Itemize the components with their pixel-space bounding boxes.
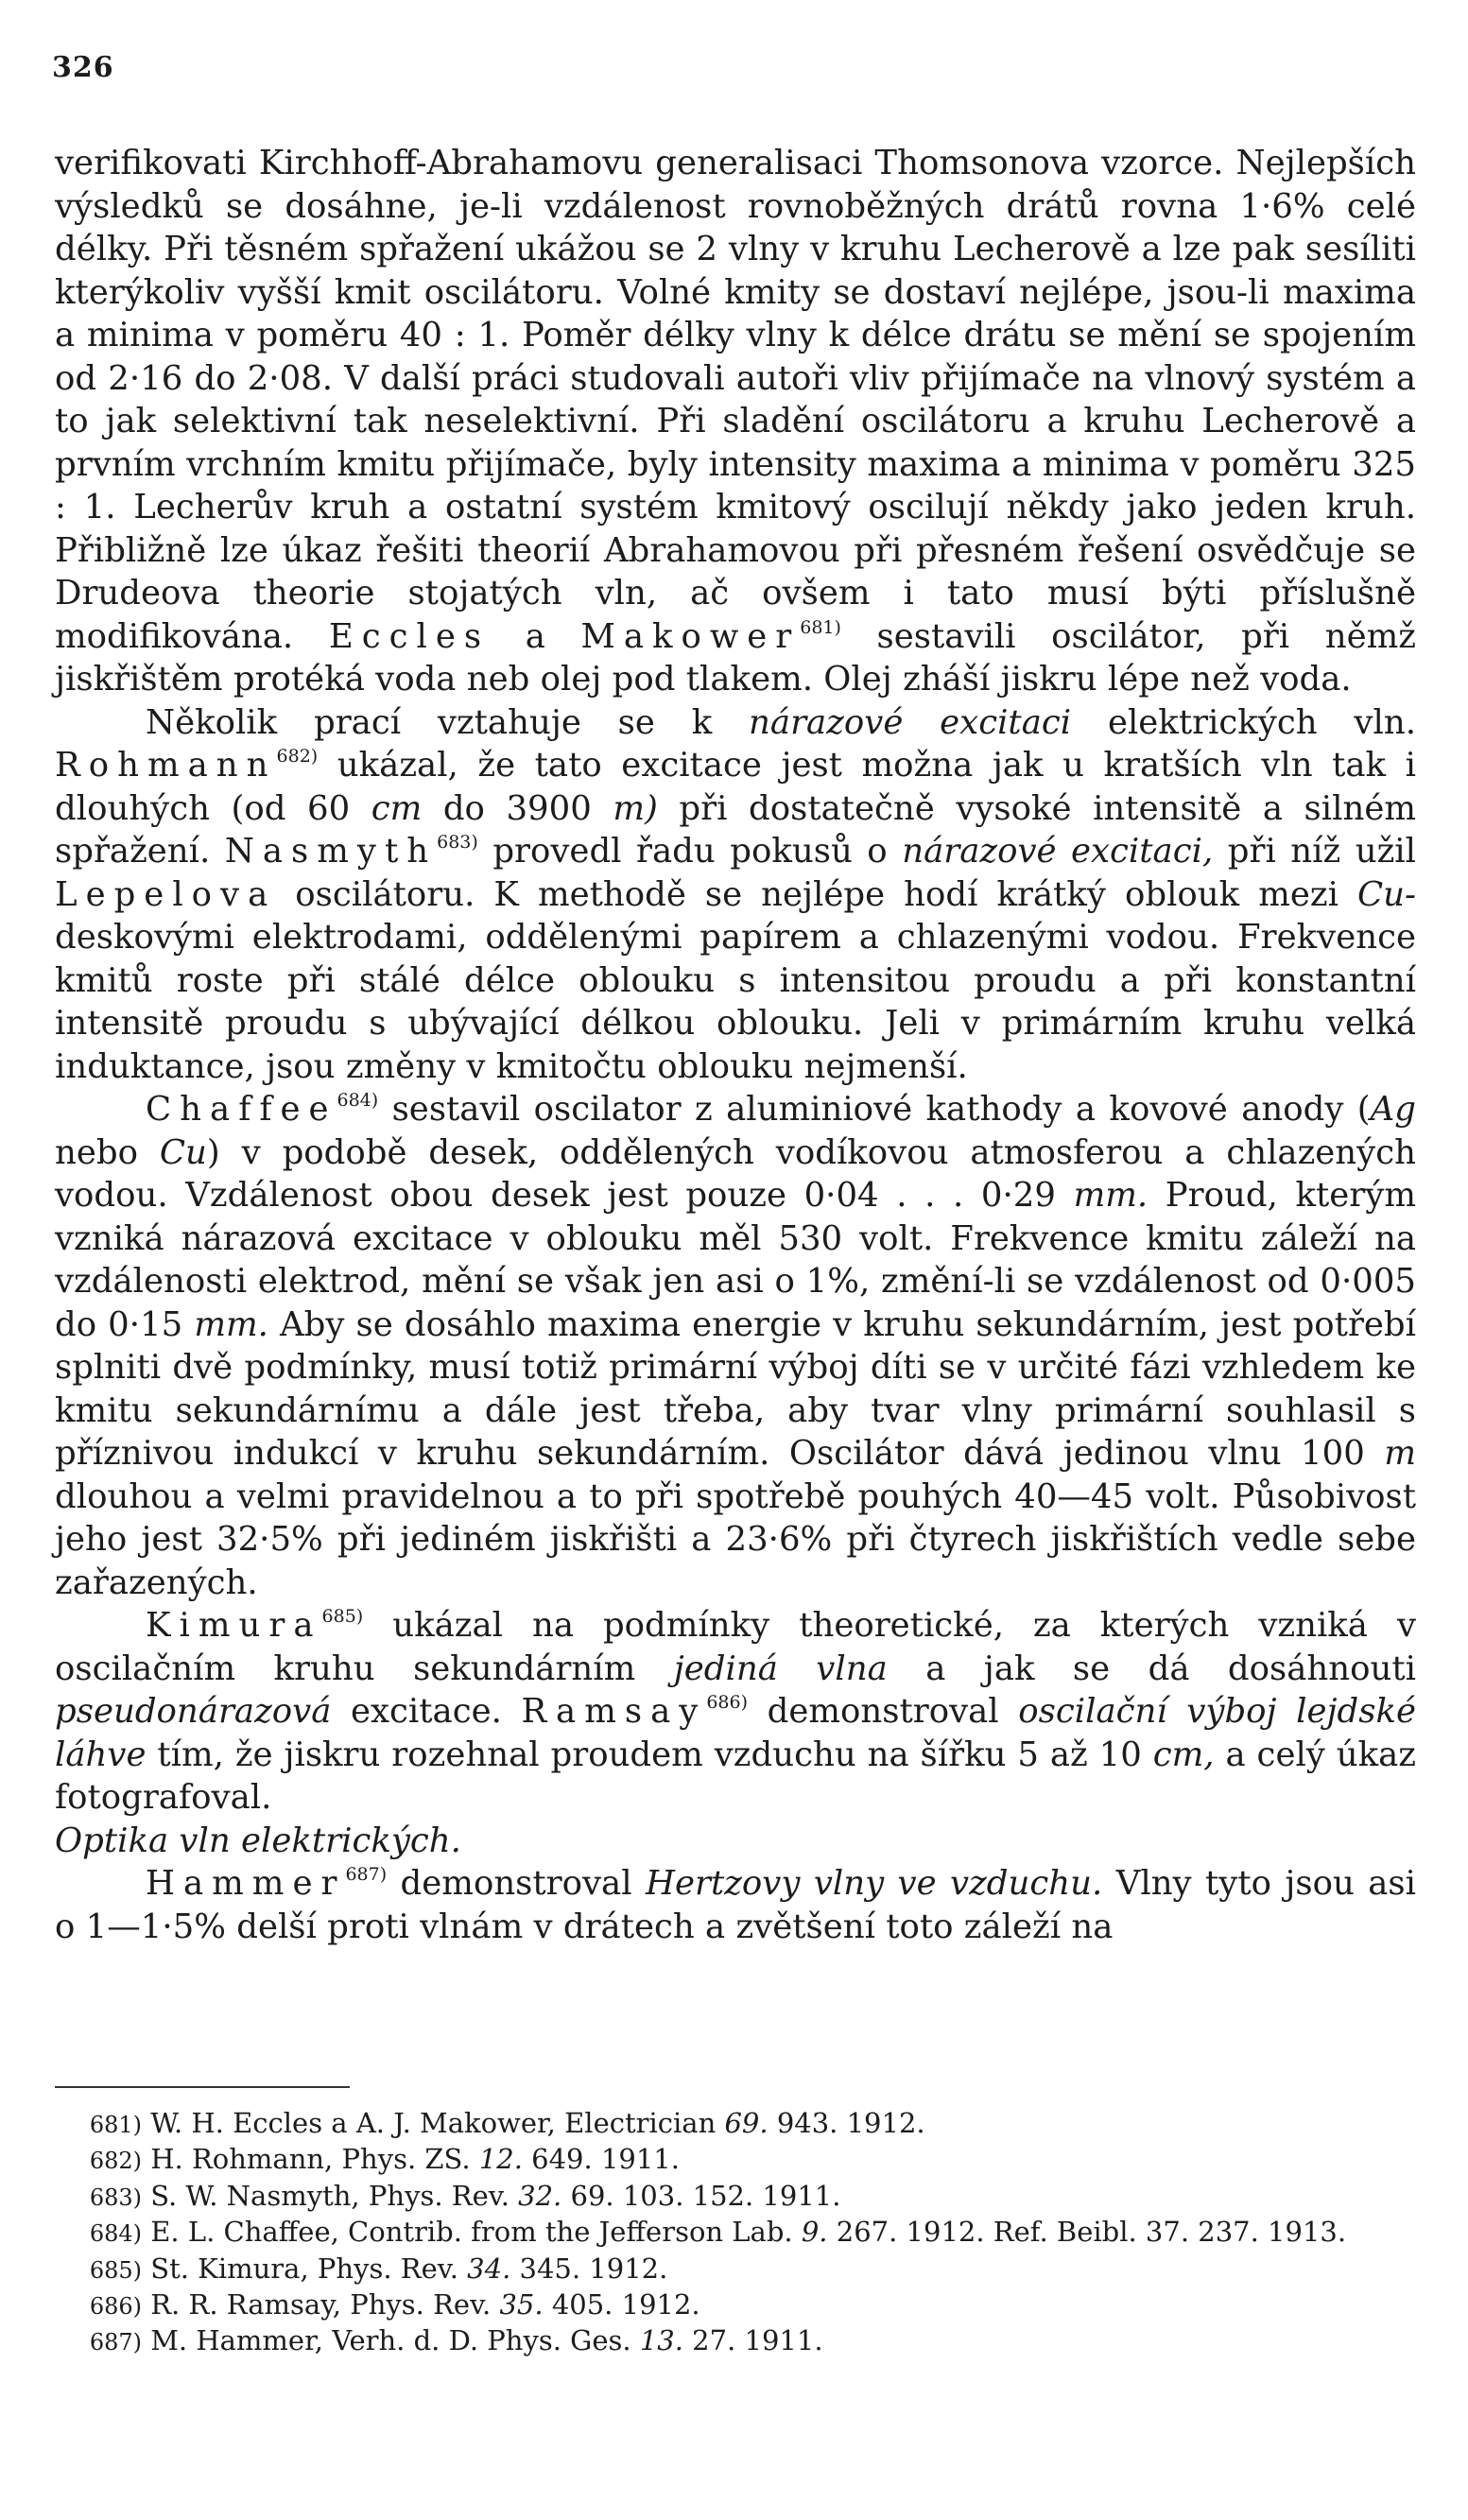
footnote-ref: 687) bbox=[345, 1864, 388, 1885]
footnote-ref: 684) bbox=[337, 1090, 379, 1111]
footnote-item: 681) W. H. Eccles a A. J. Makower, Electrician 69. 943. 1912. bbox=[89, 2107, 925, 2139]
footnote-ref: 683) bbox=[437, 832, 478, 853]
footnote-item: 684) E. L. Chaffee, Contrib. from the Jefferson Lab. 9. 267. 1912. Ref. Beibl. 37. 237. 1913. bbox=[89, 2216, 1347, 2249]
footnote-ref: 685) bbox=[321, 1606, 364, 1627]
footnote-ref: 686) bbox=[706, 1692, 748, 1713]
footnote-ref: 682) bbox=[276, 746, 319, 767]
footnote-item: 683) S. W. Nasmyth, Phys. Rev. 32. 69. 103. 152. 1911. bbox=[89, 2179, 841, 2212]
main-text bbox=[55, 142, 1416, 1948]
page-number: 326 bbox=[52, 51, 114, 84]
paragraph: Kimura$^{685)}$ ukázal na podmínky theoretické, za kterých vzniká v oscilačním kruhu sekundárním jediná vlna a jak se dá dosáhnouti pseudonárazová excitace. Ramsay$^{686)}$ demonstroval oscilační výboj lejdské láhve tím, že jiskru rozehnal proudem vzduchu na šířku 5 až 10 cm, a celý úkaz fotografoval. bbox=[55, 1606, 1417, 1817]
footnote-ref: 681) bbox=[800, 616, 841, 638]
section-heading: Optika vln elektrických. bbox=[55, 1821, 461, 1860]
paragraph: Chaffee$^{684)}$ sestavil oscilator z aluminiové kathody a kovové anody (Ag nebo Cu) v podobě desek, oddělených vodíkovou atmosferou a chlazených vodou. Vzdálenost obou desek jest pouze 0·04 . . . 0·29 mm. Proud, kterým vzniká nárazová excitace v oblouku měl 530 volt. Frekvence kmitu záleží na vzdálenosti elektrod, mění se však jen asi o 1%, změní-li se vzdálenost od 0·005 do 0·15 mm. Aby se dosáhlo maxima energie v kruhu sekundárním, jest potřebí splniti dvě podmínky, musí totiž primární výboj díti se v určité fázi vzhledem ke kmitu sekundárnímu a dále jest třeba, aby tvar vlny primární souhlasil s příznivou indukcí v kruhu sekundárním. Oscilátor dává jedinou vlnu 100 m dlouhou a velmi pravidelnou a to při spotřebě pouhých 40—45 volt. Působivost jeho jest 32·5% při jediném jiskřišti a 23·6% při čtyrech jiskřištích vedle sebe zařazených. bbox=[55, 1090, 1417, 1602]
paragraph: Hammer$^{687)}$ demonstroval Hertzovy vlny ve vzduchu. Vlny tyto jsou asi o 1—1·5% delší proti vlnám v drátech a zvětšení toto záleží na bbox=[55, 1864, 1416, 1946]
paragraph: verifikovati Kirchhoff-Abrahamovu generalisaci Thomsonova vzorce. Nejlepších výsledků se dosáhne, je-li vzdálenost rovnoběžných drátů rovna 1·6% celé délky. Při těsném spřažení ukážou se 2 vlny v kruhu Lecherově a lze pak sesíliti kterýkoliv vyšší kmit oscilátoru. Volné kmity se dostaví nejlépe, jsou-li maxima a minima v poměru 40 : 1. Poměr délky vlny k délce drátu se mění se spojením od 2·16 do 2·08. V další práci studovali autoři vliv přijímače na vlnový systém a to jak selektivní tak neselektivní. Při sladění oscilátoru a kruhu Lecherově a prvním vrchním kmitu přijímače, byly intensity maxima a minima v poměru 325 : 1. Lecherův kruh a ostatní systém kmitový oscilují někdy jako jeden kruh. Přibližně lze úkaz řešiti theorií Abrahamovou při přesném řešení osvědčuje se Drudeova theorie stojatých vln, ač ovšem i tato musí býti příslušně modifikována. Eccles a Makower$^{681)}$ sestavili oscilátor, při němž jiskřištěm protéká voda neb olej pod tlakem. Olej zháší jiskru lépe než voda. bbox=[55, 144, 1416, 699]
footnote-divider bbox=[55, 2086, 350, 2088]
footnote-item: 687) M. Hammer, Verh. d. D. Phys. Ges. 13. 27. 1911. bbox=[89, 2324, 823, 2357]
footnote-item: 685) St. Kimura, Phys. Rev. 34. 345. 1912. bbox=[89, 2252, 668, 2285]
paragraph: Několik prací vztahuje se k nárazové excitaci elektrických vln. Rohmann$^{682)}$ ukázal, že tato excitace jest možna jak u kratších vln tak i dlouhých (od 60 cm do 3900 m) při dostatečně vysoké intensitě a silném spřažení. Nasmyth$^{683)}$ provedl řadu pokusů o nárazové excitaci, při níž užil Lepelova oscilátoru. K methodě se nejlépe hodí krátký oblouk mezi Cu- deskovými elektrodami, oddělenými papírem a chlazenými vodou. Frekvence kmitů roste při stálé délce oblouku s intensitou proudu a při konstantní intensitě proudu s ubývající délkou oblouku. Jeli v primárním kruhu velká induktance, jsou změny v kmitočtu oblouku nejmenší. bbox=[55, 702, 1416, 1086]
footnote-item: 686) R. R. Ramsay, Phys. Rev. 35. 405. 1912. bbox=[89, 2288, 700, 2322]
footnotes bbox=[55, 2106, 1416, 2360]
footnote-item: 682) H. Rohmann, Phys. ZS. 12. 649. 1911. bbox=[89, 2143, 680, 2176]
